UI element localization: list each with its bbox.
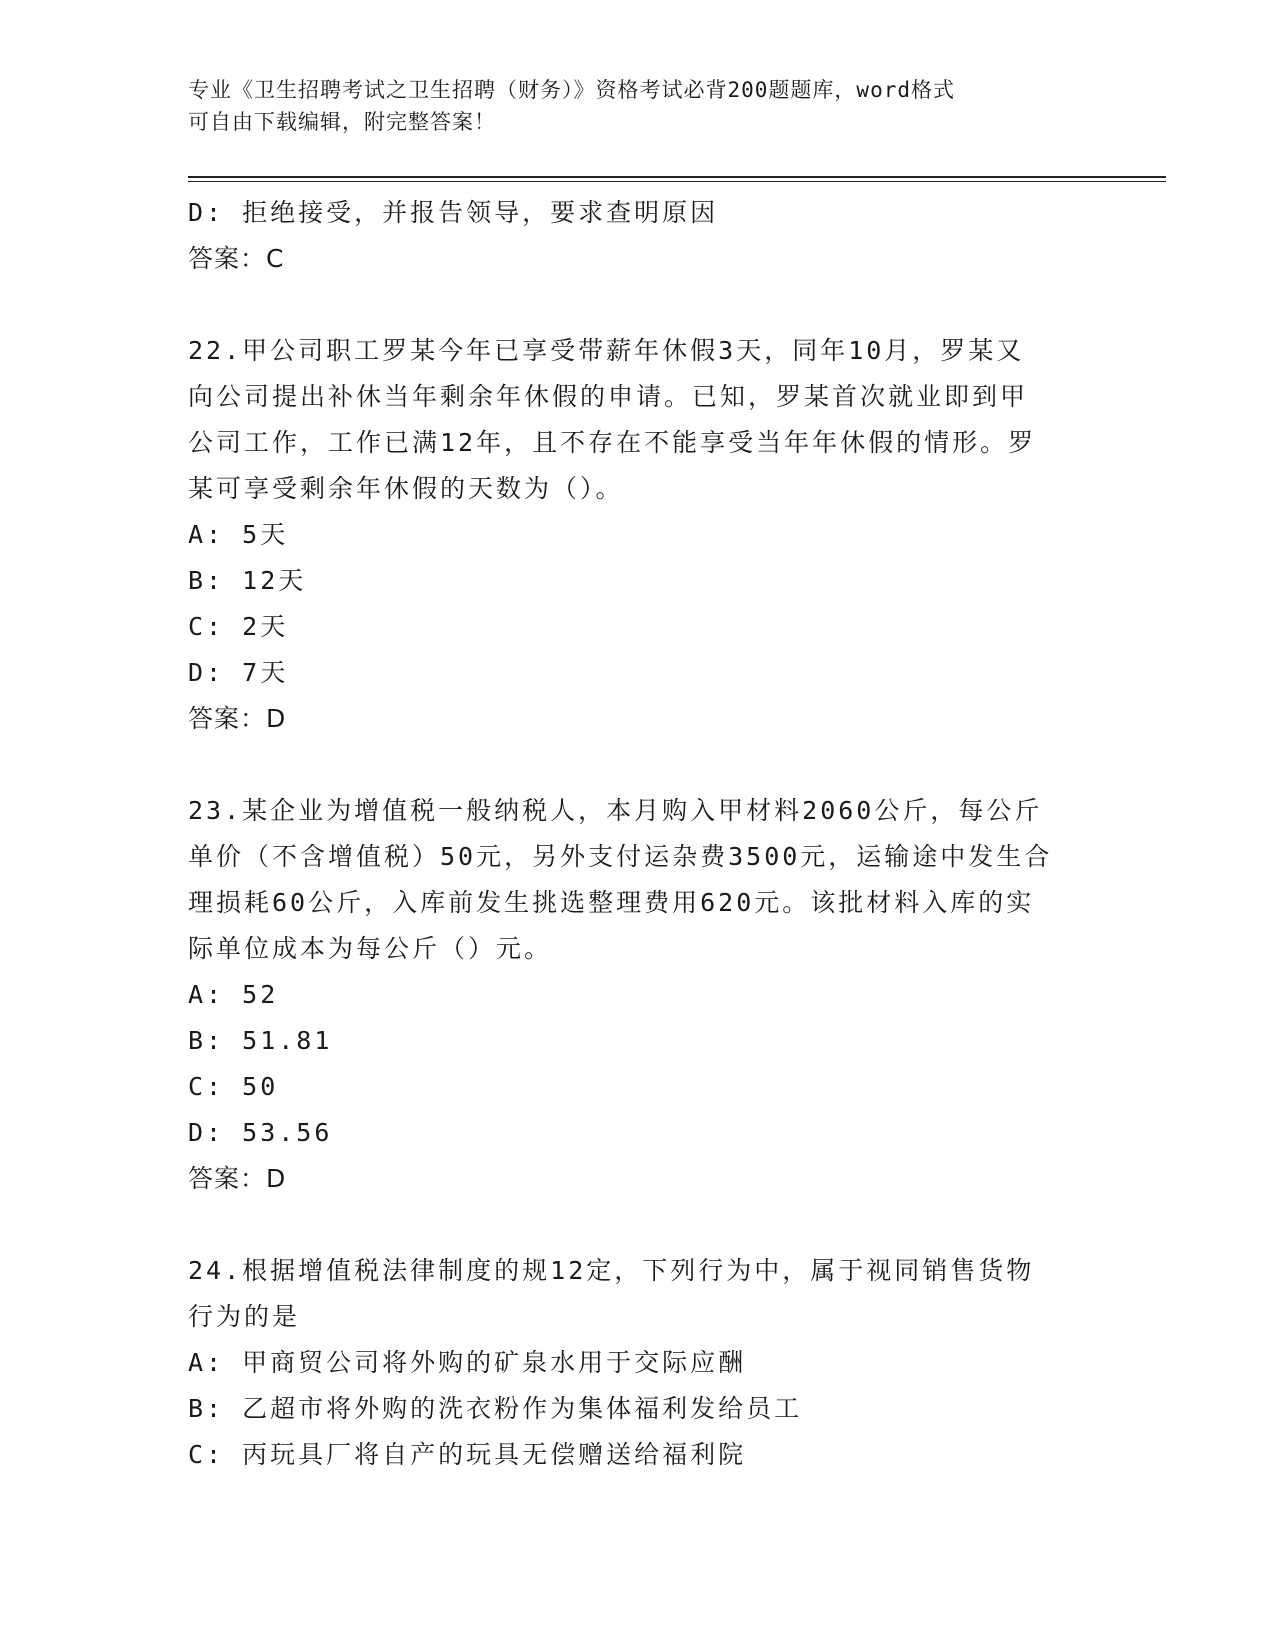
option-d: D: 53.56	[188, 1118, 333, 1147]
question-22	[188, 328, 1088, 742]
question-text-line: 23.某企业为增值税一般纳税人，本月购入甲材料2060公斤，每公斤	[188, 796, 1043, 825]
option-b: B: 12天	[188, 566, 307, 595]
question-gap	[188, 1202, 1088, 1248]
option-c: C: 2天	[188, 612, 289, 641]
option-d: D: 7天	[188, 658, 289, 687]
question-text-line: 行为的是	[188, 1302, 301, 1331]
option-c: C: 丙玩具厂将自产的玩具无偿赠送给福利院	[188, 1440, 747, 1469]
answer-line: 答案：D	[188, 1164, 287, 1193]
question-gap	[188, 282, 1088, 328]
option-d: D: 拒绝接受，并报告领导，要求查明原因	[188, 198, 719, 227]
option-b: B: 乙超市将外购的洗衣粉作为集体福利发给员工	[188, 1394, 803, 1423]
question-text-line: 某可享受剩余年休假的天数为（）。	[188, 474, 624, 503]
header-line-1: 专业《卫生招聘考试之卫生招聘（财务）》资格考试必背200题题库，word格式	[188, 78, 955, 102]
question-24	[188, 1248, 1088, 1478]
question-text-line: 理损耗60公斤，入库前发生挑选整理费用620元。该批材料入库的实	[188, 888, 1035, 917]
option-a: A: 甲商贸公司将外购的矿泉水用于交际应酬	[188, 1348, 747, 1377]
question-gap	[188, 742, 1088, 788]
option-a: A: 52	[188, 980, 279, 1009]
question-23	[188, 788, 1088, 1202]
question-text-line: 向公司提出补休当年剩余年休假的申请。已知，罗某首次就业即到甲	[188, 382, 1029, 411]
question-text-line: 22.甲公司职工罗某今年已享受带薪年休假3天，同年10月，罗某又	[188, 336, 1025, 365]
option-c: C: 50	[188, 1072, 279, 1101]
document-body	[188, 190, 1088, 1478]
question-text-line: 单价（不含增值税）50元，另外支付运杂费3500元，运输途中发生合	[188, 842, 1053, 871]
header-line-2: 可自由下载编辑，附完整答案！	[188, 110, 496, 134]
question-text-line: 公司工作，工作已满12年，且不存在不能享受当年年休假的情形。罗	[188, 428, 1037, 457]
header-rule-thick	[188, 176, 1166, 178]
answer-line: 答案：C	[188, 244, 285, 273]
answer-line: 答案：D	[188, 704, 287, 733]
question-21-tail	[188, 190, 1088, 282]
header-rule-thin	[188, 181, 1166, 182]
option-b: B: 51.81	[188, 1026, 333, 1055]
document-header	[188, 74, 1088, 138]
option-a: A: 5天	[188, 520, 289, 549]
question-text-line: 24.根据增值税法律制度的规12定，下列行为中，属于视同销售货物	[188, 1256, 1035, 1285]
question-text-line: 际单位成本为每公斤（）元。	[188, 934, 553, 963]
